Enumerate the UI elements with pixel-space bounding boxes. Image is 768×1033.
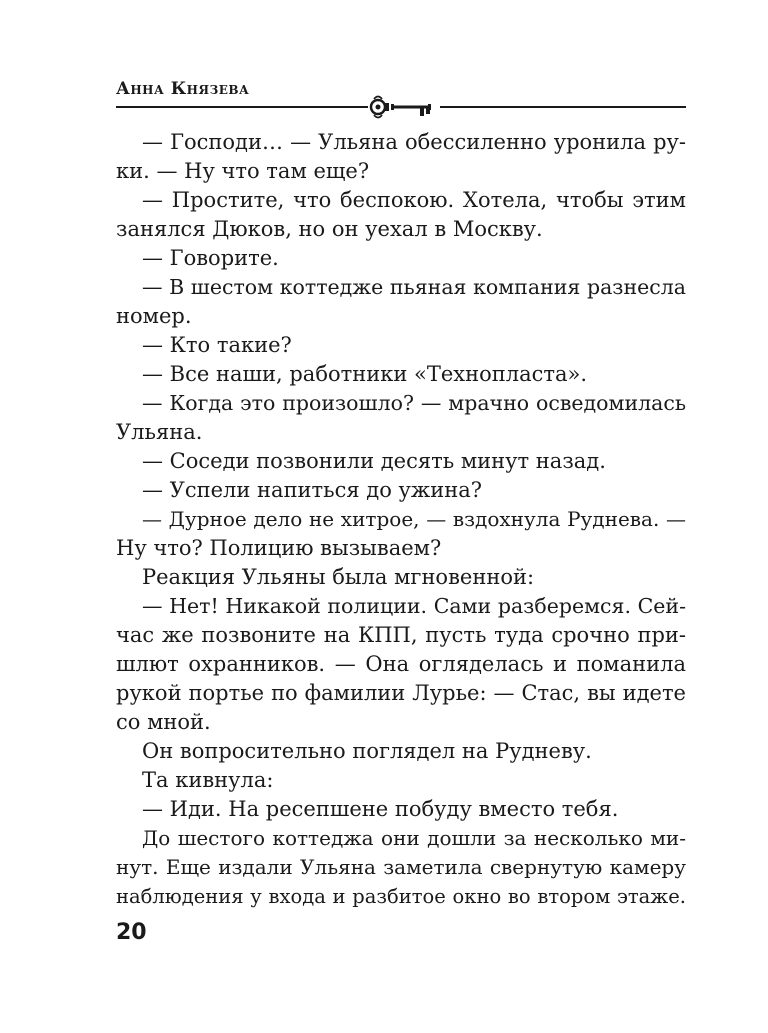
text-line: — Успели напиться до ужина? [142, 478, 482, 502]
text-line: Ульяна. [116, 420, 203, 444]
text-line: Ну что? Полицию вызываем? [116, 536, 442, 560]
text-line: наблюдения у входа и разбитое окно во втором этаже. [116, 885, 686, 908]
text-line: шлют охранников. — Она огляделась и поманила [116, 652, 686, 676]
text-line: — Нет! Никакой полиции. Сами разберемся. Сей- [142, 594, 686, 618]
text-line: со мной. [116, 710, 211, 734]
text-line: — Господи… — Ульяна обессиленно уронила ру- [142, 130, 686, 154]
text-line: До шестого коттеджа они дошли за несколько ми- [142, 826, 686, 850]
text-line: нут. Еще издали Ульяна заметила свернутую камеру [116, 855, 686, 879]
text-line: — Когда это произошло? — мрачно осведомилась [142, 391, 686, 415]
text-line: — Простите, что беспокою. Хотела, чтобы этим [142, 188, 686, 212]
text-line: ки. — Ну что там еще? [116, 159, 370, 183]
text-line: — Говорите. [142, 246, 279, 270]
text-line: Реакция Ульяны была мгновенной: [142, 565, 535, 589]
running-head-author: Анна Князева [116, 79, 250, 99]
text-line: — Иди. На ресепшене побуду вместо тебя. [142, 797, 619, 821]
text-line: — В шестом коттедже пьяная компания разнесла [142, 275, 686, 299]
body-text [116, 128, 686, 911]
text-line: — Соседи позвонили десять минут назад. [142, 449, 606, 473]
text-line: занялся Дюков, но он уехал в Москву. [116, 217, 543, 241]
text-line: — Кто такие? [142, 333, 292, 357]
text-line: — Все наши, работники «Технопласта». [142, 362, 588, 386]
page-number: 20 [116, 920, 147, 945]
text-line: Он вопросительно поглядел на Рудневу. [142, 739, 592, 763]
text-line: — Дурное дело не хитрое, — вздохнула Руднева. — [142, 507, 686, 531]
text-line: Та кивнула: [142, 768, 274, 792]
key-ornament-icon [368, 93, 440, 123]
text-line: рукой портье по фамилии Лурье: — Стас, вы идете [116, 681, 686, 705]
text-line: номер. [116, 304, 192, 328]
text-line: час же позвоните на КПП, пусть туда срочно при- [116, 623, 686, 647]
